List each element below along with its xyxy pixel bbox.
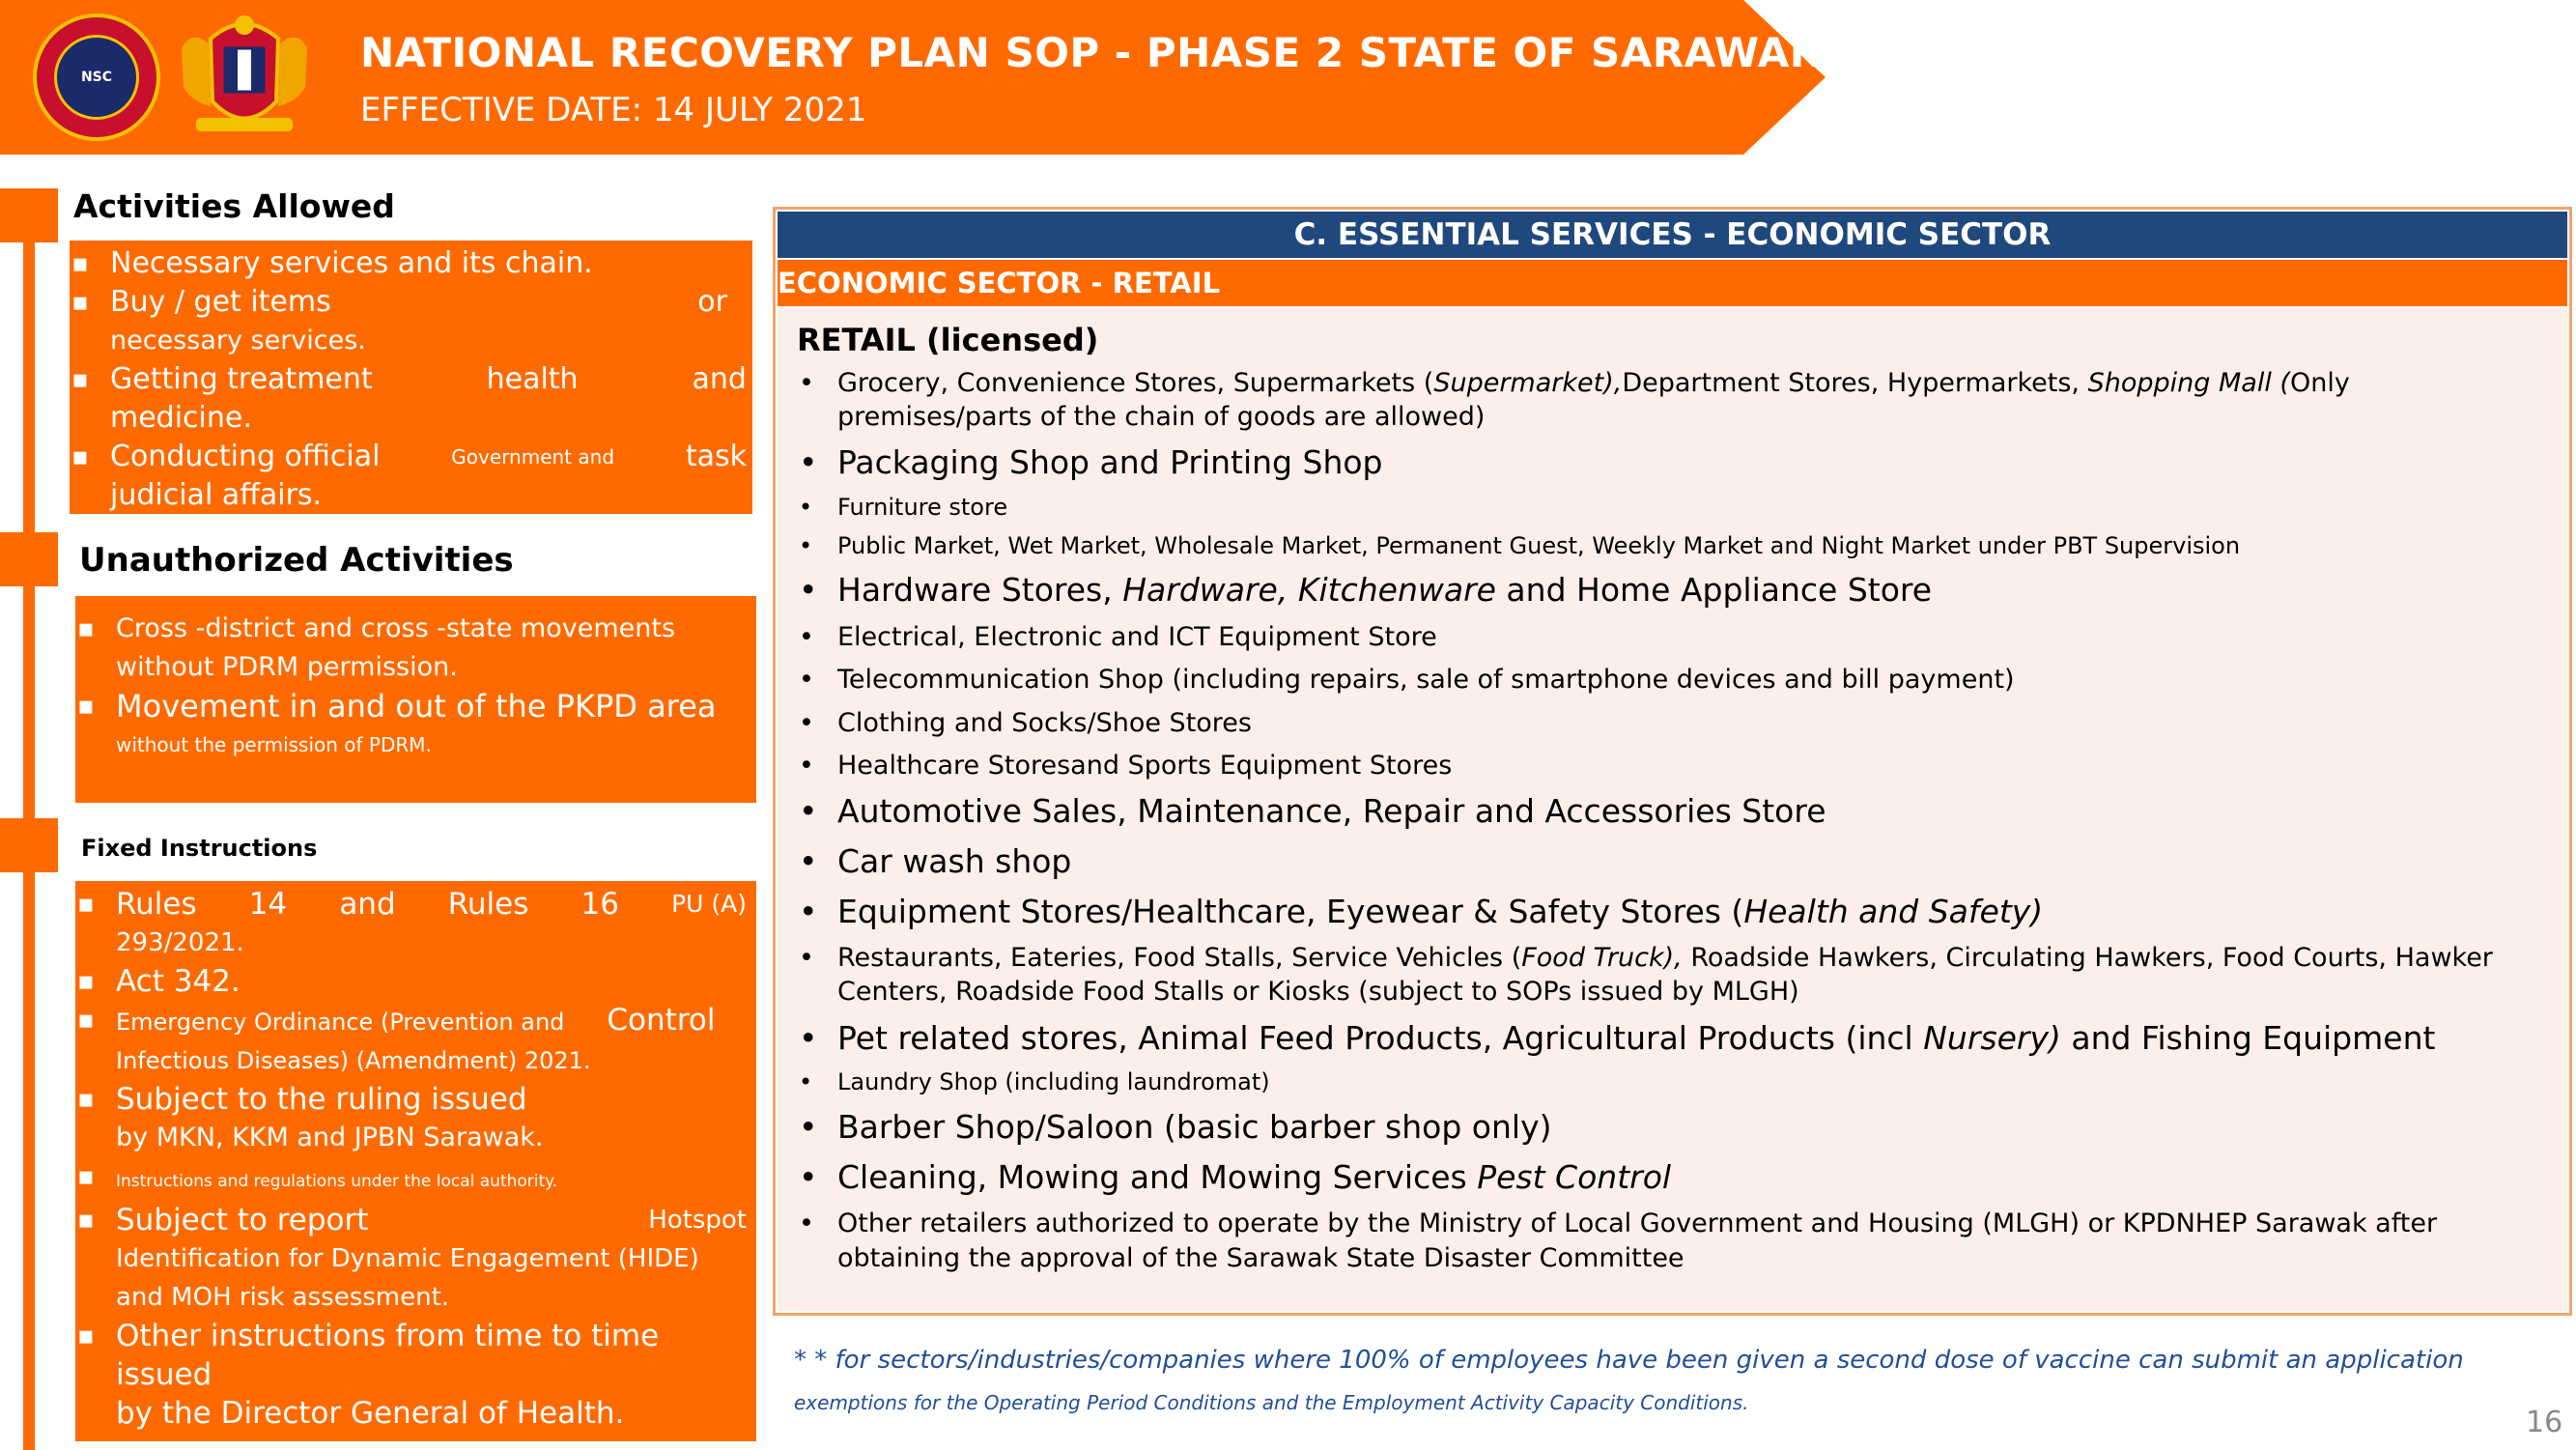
list-item: • Equipment Stores/Healthcare, Eyewear & Safety Stores (Health and Safety) [797,892,2567,933]
table-header: C. ESSENTIAL SERVICES - ECONOMIC SECTOR [778,212,2567,258]
table-body [778,308,2567,1311]
section-tab-marker [0,818,58,872]
nsc-emblem-icon [33,14,160,141]
section-tab-marker [0,188,58,242]
nsc-emblem-label: NSC [54,35,139,120]
fixed-box [75,881,756,1441]
list-item: • Clothing and Socks/Shoe Stores [797,706,2567,740]
list-item: ▪ Subject to the ruling issued by MKN, KKM and JPBN Sarawak. [75,1080,750,1157]
list-item: • Pet related stores, Animal Feed Products, Agricultural Products (incl Nursery) and Fishing Equipment [797,1018,2567,1060]
list-item: • Public Market, Wet Market, Wholesale Market, Permanent Guest, Weekly Market and Night Market under PBT Supervision [797,531,2567,561]
footnote-line-1: * * for sectors/industries/companies where 100% of employees have been given a second dose of vaccine can submit an application [794,1346,2464,1375]
list-item: • Cleaning, Mowing and Mowing Services Pest Control [797,1157,2567,1199]
table-subheader: ECONOMIC SECTOR - RETAIL [778,260,2567,306]
page-number: 16 [2526,1406,2563,1439]
list-item: • Hardware Stores, Hardware, Kitchenware and Home Appliance Store [797,570,2567,611]
list-item: • Electrical, Electronic and ICT Equipment Store [797,620,2567,654]
list-item: • Automotive Sales, Maintenance, Repair and Accessories Store [797,791,2567,833]
list-item: ▪ Necessary services and its chain. [70,244,747,283]
list-item: ▪ Getting treatment health and medicine. [70,360,747,438]
list-item: • Packaging Shop and Printing Shop [797,442,2567,484]
list-item: ▪ Instructions and regulations under the local authority. [75,1157,750,1201]
list-item: ▪ Buy / get items or necessary services. [70,283,747,360]
list-item: ▪ Subject to report Hotspot Identification for Dynamic Engagement (HIDE) and MOH risk assessment. [75,1201,750,1317]
list-item: • Healthcare Storesand Sports Equipment Stores [797,749,2567,782]
fixed-heading: Fixed Instructions [81,835,318,862]
list-item: • Grocery, Convenience Stores, Supermarkets (Supermarket),Department Stores, Hypermarkets, Shopping Mall (Only premises/parts of the chain of goods are allowed) [797,366,2567,434]
list-item: ▪ Cross -district and cross -state movements without PDRM permission. [75,610,750,687]
list-item: ▪ Act 342. [75,962,750,1001]
list-item: ▪ Rules 14 and Rules 16 PU (A) 293/2021. [75,885,750,962]
list-item: • Car wash shop [797,841,2567,883]
list-item: • Restaurants, Eateries, Food Stalls, Service Vehicles (Food Truck), Roadside Hawkers, Circulating Hawkers, Food Courts, Hawker Centers, Roadside Food Stalls or Kiosks (subject to SOPs issued by MLGH) [797,941,2567,1009]
list-item: ▪ Other instructions from time to time issued by the Director General of Health. [75,1317,750,1433]
footnote-line-2: exemptions for the Operating Period Conditions and the Employment Activity Capacity Conditions. [794,1391,1749,1414]
coat-of-arms-icon [172,10,317,145]
allowed-box [70,241,752,514]
list-item: • Furniture store [797,493,2567,523]
effective-date: EFFECTIVE DATE: 14 JULY 2021 [360,91,867,129]
list-item: • Other retailers authorized to operate by the Ministry of Local Government and Housing (MLGH) or KPDNHEP Sarawak after obtaining the approval of the Sarawak State Disaster Committee [797,1207,2567,1274]
list-item: • Laundry Shop (including laundromat) [797,1067,2567,1097]
unauthorized-box [75,596,756,803]
list-item: ▪ Conducting official Government and task judicial affairs. [70,438,747,514]
list-item: • Telecommunication Shop (including repairs, sale of smartphone devices and bill payment) [797,663,2567,697]
page-title: NATIONAL RECOVERY PLAN SOP - PHASE 2 STATE OF SARAWAK [360,29,1822,76]
retail-title: RETAIL (licensed) [797,322,1099,358]
essential-services-table [773,207,2572,1316]
section-tab-marker [0,532,58,586]
list-item: ▪ Movement in and out of the PKPD area without the permission of PDRM. [75,687,750,764]
list-item: • Barber Shop/Saloon (basic barber shop only) [797,1107,2567,1149]
unauthorized-heading: Unauthorized Activities [79,541,514,580]
allowed-heading: Activities Allowed [73,187,395,225]
list-item: ▪ Emergency Ordinance (Prevention and Control Infectious Diseases) (Amendment) 2021. [75,1001,750,1080]
